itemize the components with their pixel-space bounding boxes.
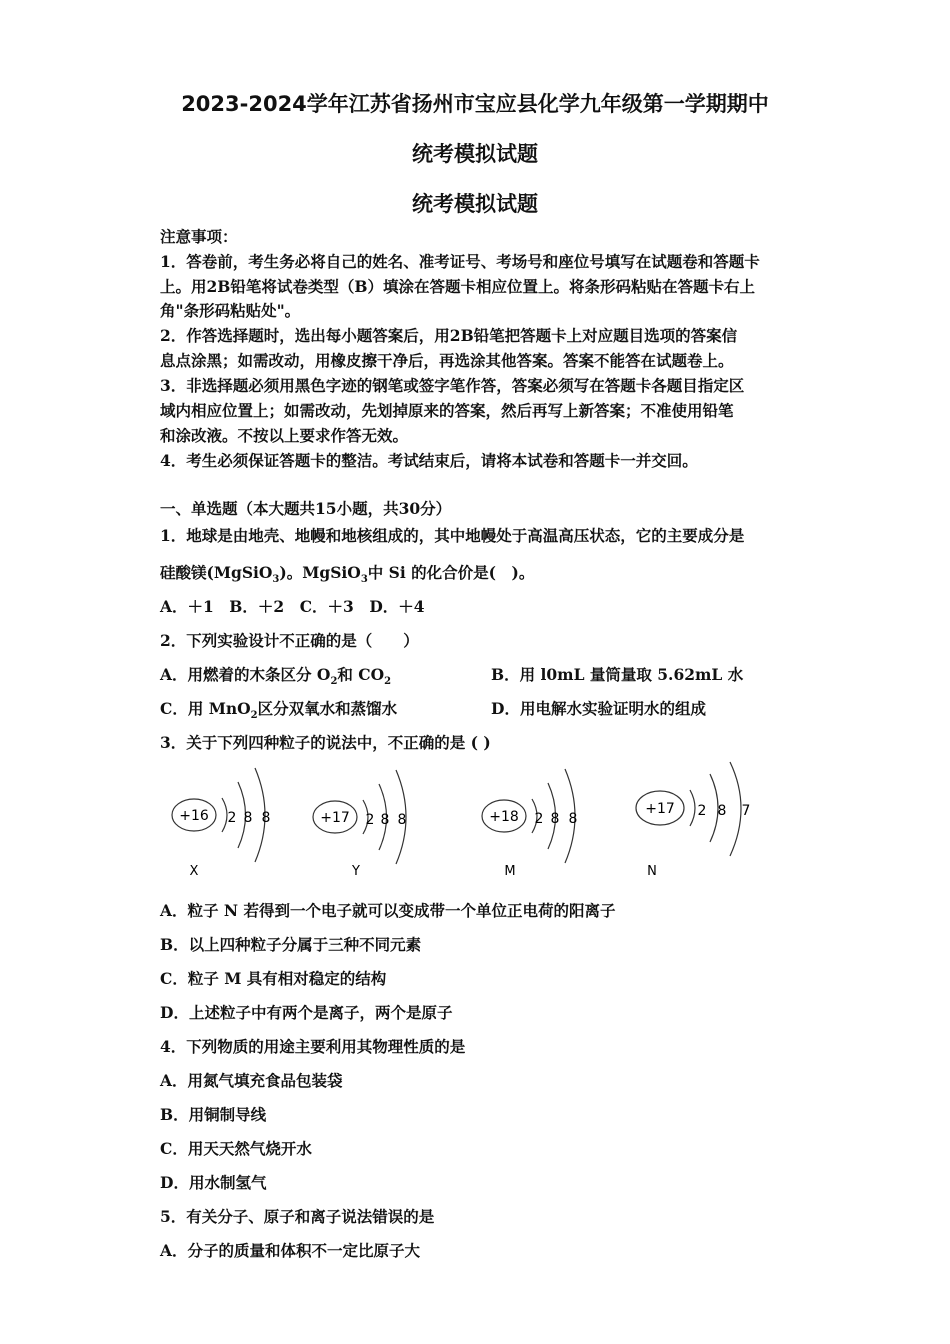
q2-option-a: A．用燃着的木条区分 $O_2$和 $CO_2$ bbox=[160, 665, 392, 688]
q4-option-a: A．用氮气填充食品包装袋 bbox=[160, 1071, 343, 1090]
q4-stem: 4．下列物质的用途主要利用其物理性质的是 bbox=[160, 1037, 466, 1056]
shell-count: 2 bbox=[365, 812, 375, 828]
notice-line: 上。用2B铅笔将试卷类型（B）填涂在答题卡相应位置上。将条形码粘贴在答题卡右上 bbox=[160, 277, 755, 296]
particle-n bbox=[636, 762, 750, 879]
exam-subtitle: 统考模拟试题 bbox=[412, 142, 538, 166]
notice-heading: 注意事项： bbox=[160, 227, 238, 246]
q4-option-d: D．用水制氢气 bbox=[160, 1173, 267, 1192]
nucleus-charge: +17 bbox=[645, 801, 675, 817]
q1-options: A．＋1 B．＋2 C．＋3 D．＋4 bbox=[160, 597, 425, 616]
notice-line: 4．考生必须保证答题卡的整洁。考试结束后，请将本试卷和答题卡一并交回。 bbox=[160, 451, 698, 470]
shell-count: 8 bbox=[717, 803, 727, 819]
shell-count: 8 bbox=[380, 812, 390, 828]
particle-label: X bbox=[189, 864, 199, 879]
notice-line: 3．非选择题必须用黑色字迹的钢笔或签字笔作答，答案必须写在答题卡各题目指定区 bbox=[160, 376, 745, 395]
shell-count: 8 bbox=[568, 811, 578, 827]
shell-count: 2 bbox=[697, 803, 707, 819]
q3-option-b: B．以上四种粒子分属于三种不同元素 bbox=[160, 935, 422, 954]
notice-line: 1．答卷前，考生务必将自己的姓名、准考证号、考场号和座位号填写在试题卷和答题卡 bbox=[160, 252, 760, 271]
particle-label: Y bbox=[352, 864, 360, 879]
shell-count: 8 bbox=[243, 810, 253, 826]
shell-count: 8 bbox=[261, 810, 271, 826]
notice-line: 2．作答选择题时，选出每小题答案后，用2B铅笔把答题卡上对应题目选项的答案信 bbox=[160, 326, 738, 345]
nucleus-charge: +18 bbox=[489, 809, 519, 825]
q4-option-b: B．用铜制导线 bbox=[160, 1105, 267, 1124]
nucleus-charge: +17 bbox=[320, 810, 350, 826]
q3-option-c: C．粒子 M 具有相对稳定的结构 bbox=[160, 969, 387, 988]
nucleus-charge: +16 bbox=[179, 808, 209, 824]
particle-x bbox=[172, 768, 270, 879]
q3-option-a: A．粒子 N 若得到一个电子就可以变成带一个单位正电荷的阳离子 bbox=[160, 901, 616, 920]
q2-option-d: D．用电解水实验证明水的组成 bbox=[491, 699, 706, 718]
section-heading: 一、单选题（本大题共15小题，共30分） bbox=[160, 499, 452, 518]
particle-label: M bbox=[504, 864, 516, 879]
notice-line: 和涂改液。不按以上要求作答无效。 bbox=[160, 426, 409, 445]
q2-option-c: C．用 MnO$_2$区分双氧水和蒸馏水 bbox=[160, 699, 398, 722]
shell-count: 2 bbox=[534, 811, 544, 827]
atom-structure-diagrams bbox=[160, 760, 780, 890]
q5-option-a: A．分子的质量和体积不一定比原子大 bbox=[160, 1241, 421, 1260]
notice-line: 角"条形码粘贴处"。 bbox=[160, 301, 301, 320]
shell-count: 7 bbox=[741, 803, 751, 819]
exam-subtitle-repeat: 统考模拟试题 bbox=[412, 192, 538, 216]
q1-stem: 1．地球是由地壳、地幔和地核组成的，其中地幔处于高温高压状态，它的主要成分是 bbox=[160, 526, 745, 545]
q3-option-d: D．上述粒子中有两个是离子，两个是原子 bbox=[160, 1003, 453, 1022]
particle-label: N bbox=[647, 864, 657, 879]
shell-count: 8 bbox=[397, 812, 407, 828]
notice-line: 域内相应位置上；如需改动，先划掉原来的答案，然后再写上新答案；不准使用铅笔 bbox=[160, 401, 734, 420]
q2-option-b: B．用 l0mL 量筒量取 5.62mL 水 bbox=[491, 665, 744, 684]
shell-count: 8 bbox=[550, 811, 560, 827]
q5-stem: 5．有关分子、原子和离子说法错误的是 bbox=[160, 1207, 435, 1226]
particle-m bbox=[482, 769, 577, 879]
shell-count: 2 bbox=[227, 810, 237, 826]
particle-y bbox=[313, 770, 406, 879]
q2-stem: 2．下列实验设计不正确的是（ ） bbox=[160, 631, 419, 650]
notice-line: 息点涂黑；如需改动，用橡皮擦干净后，再选涂其他答案。答案不能答在试题卷上。 bbox=[160, 351, 734, 370]
exam-title: 2023-2024学年江苏省扬州市宝应县化学九年级第一学期期中 bbox=[181, 92, 769, 116]
q3-stem: 3．关于下列四种粒子的说法中，不正确的是 ( ) bbox=[160, 733, 491, 752]
q1-stem-2: 硅酸镁(MgSiO$_3$)。MgSiO$_3$中 Si 的化合价是( )。 bbox=[160, 563, 535, 586]
q4-option-c: C．用天天然气烧开水 bbox=[160, 1139, 312, 1158]
